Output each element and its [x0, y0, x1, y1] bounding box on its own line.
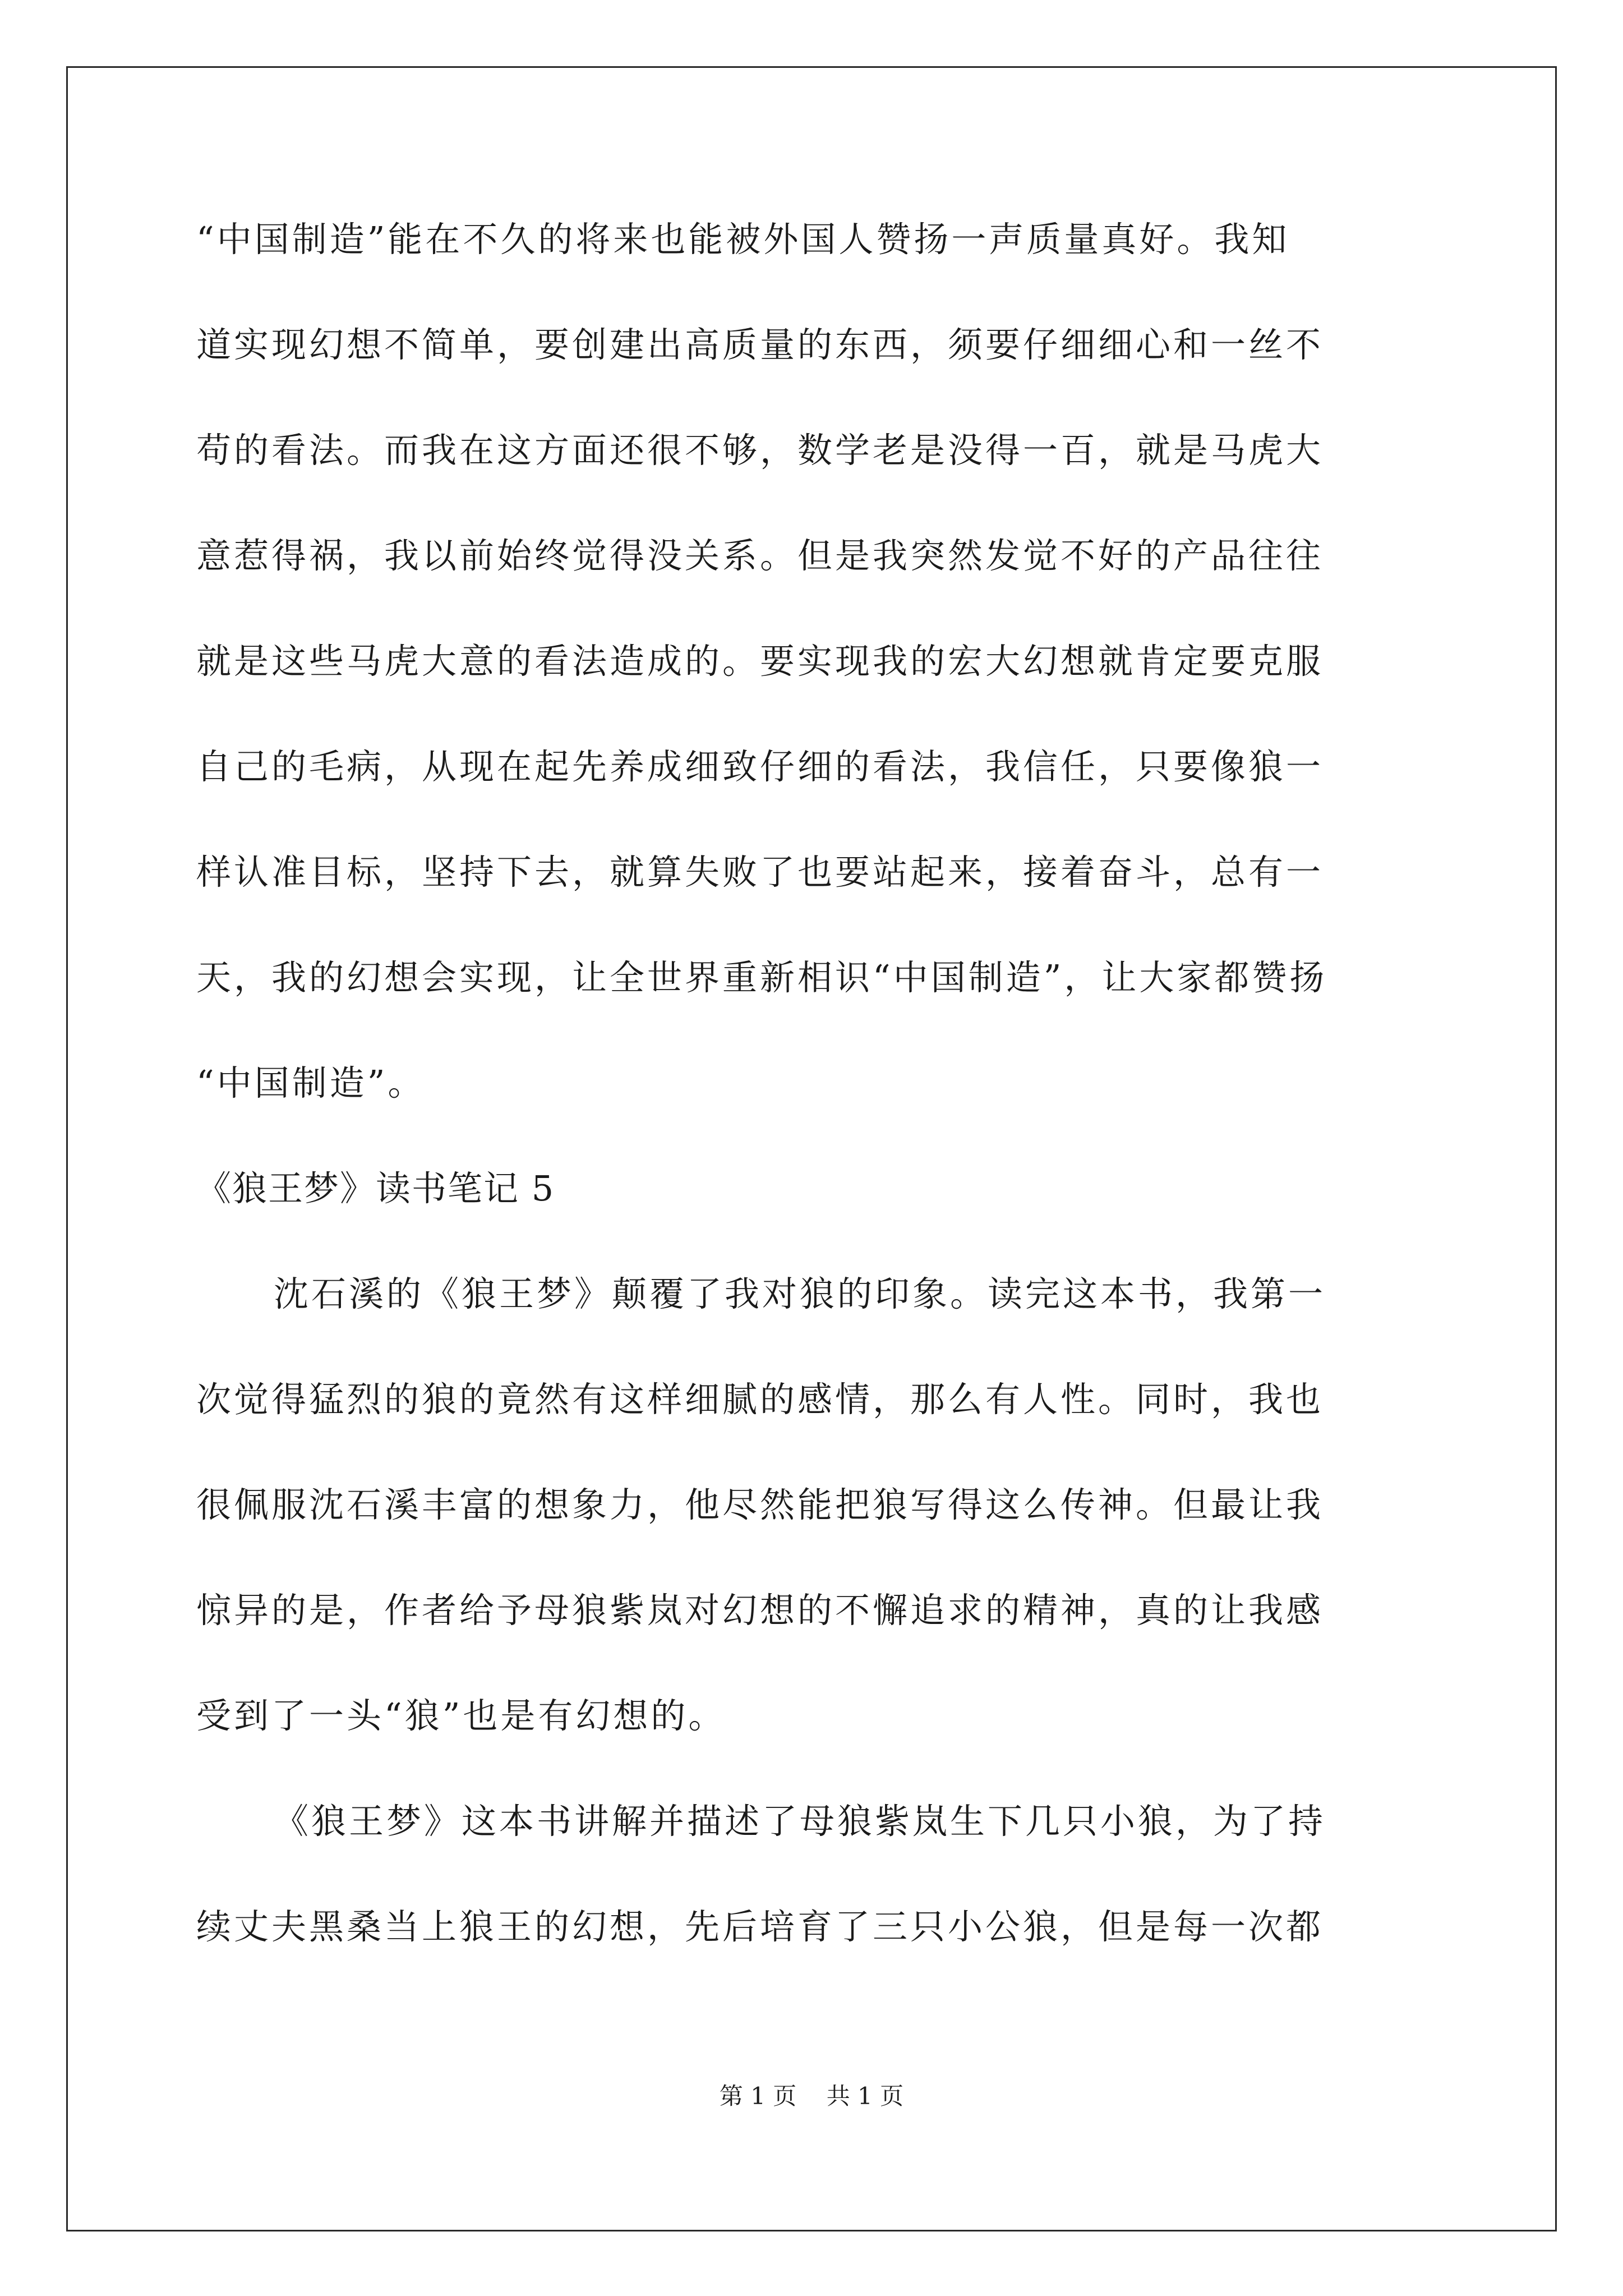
text-line: 就是这些马虎大意的看法造成的。要实现我的宏大幻想就肯定要克服: [196, 641, 1324, 682]
page-number-footer: 第 1 页 共 1 页: [719, 2082, 904, 2110]
text-line: 自己的毛病，从现在起先养成细致仔细的看法，我信任，只要像狼一: [196, 746, 1324, 787]
text-line: 次觉得猛烈的狼的竟然有这样细腻的感情，那么有人性。同时，我也: [196, 1379, 1324, 1420]
text-line: 意惹得祸，我以前始终觉得没关系。但是我突然发觉不好的产品往往: [196, 535, 1324, 576]
text-line: 《狼王梦》这本书讲解并描述了母狼紫岚生下几只小狼，为了持: [274, 1801, 1326, 1842]
text-line: 惊异的是，作者给予母狼紫岚对幻想的不懈追求的精神，真的让我感: [196, 1590, 1324, 1631]
text-line: 沈石溪的《狼王梦》颠覆了我对狼的印象。读完这本书，我第一: [274, 1273, 1326, 1314]
text-line: 样认准目标，坚持下去，就算失败了也要站起来，接着奋斗，总有一: [196, 852, 1324, 892]
document-body: [196, 220, 1430, 2013]
paragraph-2: [196, 1274, 1430, 1736]
text-line: “中国制造”。: [196, 1062, 426, 1103]
text-line: “中国制造”能在不久的将来也能被外国人赞扬一声质量真好。我知: [196, 219, 1290, 260]
text-line: 续丈夫黑桑当上狼王的幻想，先后培育了三只小公狼，但是每一次都: [196, 1906, 1324, 1947]
text-line: 天，我的幻想会实现，让全世界重新相识“中国制造”，让大家都赞扬: [196, 957, 1327, 998]
paragraph-3: [196, 1802, 1430, 1947]
text-line: 受到了一头“狼”也是有幻想的。: [196, 1695, 726, 1736]
text-line: 道实现幻想不简单，要创建出高质量的东西，须要仔细细心和一丝不: [196, 324, 1324, 365]
paragraph-1: [196, 220, 1430, 1103]
section-heading: 《狼王梦》读书笔记 5: [196, 1168, 555, 1209]
text-line: 很佩服沈石溪丰富的想象力，他尽然能把狼写得这么传神。但最让我: [196, 1484, 1324, 1525]
text-line: 苟的看法。而我在这方面还很不够，数学老是没得一百，就是马虎大: [196, 430, 1324, 471]
